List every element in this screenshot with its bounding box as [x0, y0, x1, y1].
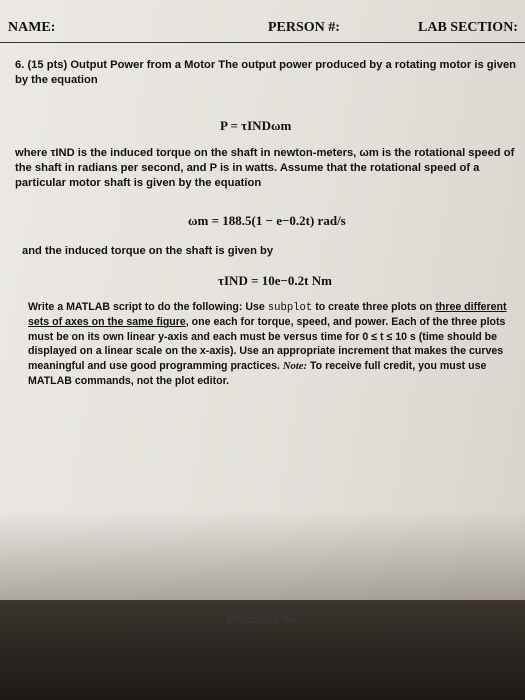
task-paragraph — [28, 300, 513, 388]
where-paragraph: where τIND is the induced torque on the shaft in newton-meters, ωm is the rotational speed of the shaft in radians per second, and P is in watts. Assume that the rotational speed of a particular motor shaft is given by the equation — [15, 147, 515, 189]
power-equation: P = τINDωm — [220, 118, 292, 133]
torque-intro: and the induced torque on the shaft is given by — [22, 245, 274, 257]
task-text-1: Write a MATLAB script to do the following: Use — [28, 301, 265, 313]
note-label: Note: — [282, 360, 308, 372]
person-number-label: PERSON #: — [268, 20, 340, 35]
laptop-brand-label: MacBook Air — [226, 612, 299, 626]
torque-equation: τIND = 10e−0.2t Nm — [218, 273, 332, 288]
header-row — [0, 18, 525, 43]
name-label: NAME: — [8, 20, 56, 35]
speed-equation: ωm = 188.5(1 − e−0.2t) rad/s — [188, 213, 346, 228]
lab-section-label: LAB SECTION: — [418, 20, 518, 35]
problem-title: Output Power from a Motor — [70, 59, 216, 71]
task-text-3: , one each for torque, speed, and power. Each of the three plots must be on its own linear y-axis and each must be versus time for 0 ≤ t ≤ 10 s (time should be displayed on a linear scale on the x-axis). Use an appropriate increment that makes the curves meaningful and use good programming practices. — [28, 316, 506, 372]
subplot-code: subplot — [267, 302, 313, 314]
task-text-2: to create three plots on — [315, 301, 433, 313]
problem-intro-text: The output power produced by a rotating motor is given by the equation — [15, 59, 517, 86]
problem-number: 6. — [15, 59, 25, 71]
task-text-4: To receive full credit, you must use MATLAB commands, not the plot editor. — [28, 359, 487, 388]
problem-points: (15 pts) — [27, 59, 68, 71]
problem-intro — [15, 58, 520, 88]
task-underlined-text: three different sets of axes on the same figure — [28, 301, 507, 329]
